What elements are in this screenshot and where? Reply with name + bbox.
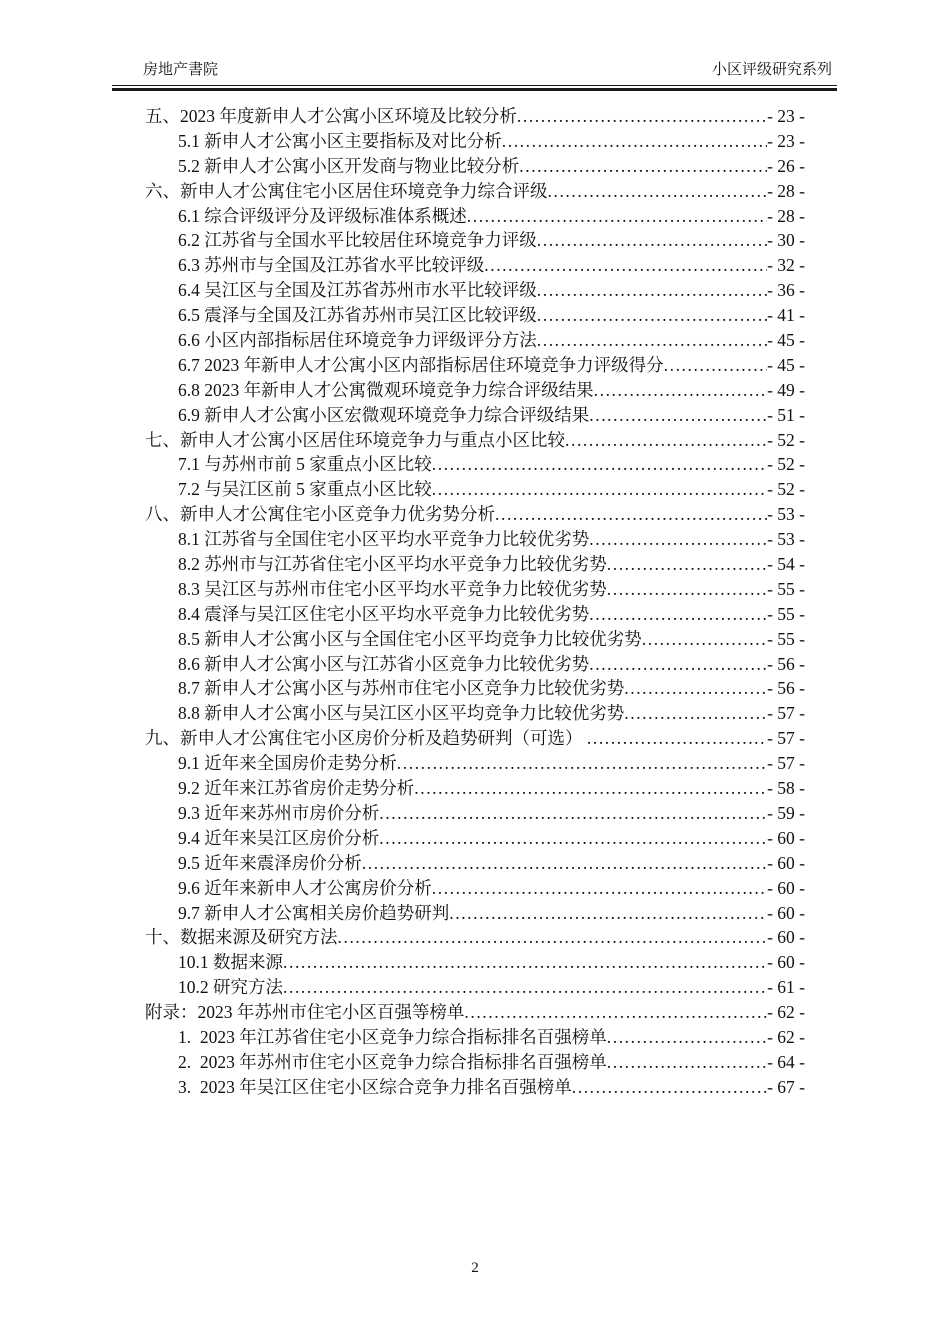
toc-entry-page: - 62 - xyxy=(767,1026,805,1047)
dot-leader xyxy=(432,876,767,901)
toc-entry xyxy=(145,253,805,278)
toc-entry-page: - 45 - xyxy=(767,354,805,375)
toc-entry-label: 9.6 近年来新申人才公寓房价分析 xyxy=(178,877,432,898)
toc-entry-label: 9.7 新申人才公寓相关房价趋势研判 xyxy=(178,902,450,923)
dot-leader xyxy=(379,826,767,851)
toc-entry xyxy=(145,353,805,378)
dot-leader xyxy=(607,1050,767,1075)
dot-leader xyxy=(283,950,767,975)
toc-entry-page: - 62 - xyxy=(767,1002,805,1023)
toc-entry-page: - 60 - xyxy=(767,952,805,973)
toc-entry-page: - 60 - xyxy=(767,927,805,948)
dot-leader xyxy=(467,204,767,229)
toc-entry-label: 1. 2023 年江苏省住宅小区竞争力综合指标排名百强榜单 xyxy=(178,1026,607,1047)
dot-leader xyxy=(397,751,767,776)
toc-entry-page: - 58 - xyxy=(767,778,805,799)
toc-entry-label: 8.2 苏州市与江苏省住宅小区平均水平竞争力比较优劣势 xyxy=(178,554,607,575)
dot-leader xyxy=(495,502,767,527)
dot-leader xyxy=(589,602,767,627)
toc-entry-page: - 53 - xyxy=(767,504,805,525)
dot-leader xyxy=(464,1000,767,1025)
toc-entry-page: - 30 - xyxy=(767,230,805,251)
toc-entry-page: - 55 - xyxy=(767,603,805,624)
page-footer xyxy=(0,1260,950,1277)
toc-entry-page: - 53 - xyxy=(767,529,805,550)
toc-entry-label: 7.2 与吴江区前 5 家重点小区比较 xyxy=(178,479,432,500)
table-of-contents xyxy=(145,104,805,1100)
toc-entry-label: 6.6 小区内部指标居住环境竞争力评级评分方法 xyxy=(178,330,537,351)
toc-entry-label: 6.8 2023 年新申人才公寓微观环境竞争力综合评级结果 xyxy=(178,379,594,400)
dot-leader xyxy=(642,627,767,652)
toc-entry-label: 6.9 新申人才公寓小区宏微观环境竞争力综合评级结果 xyxy=(178,404,590,425)
toc-entry xyxy=(145,502,805,527)
dot-leader xyxy=(624,701,767,726)
toc-entry-label: 六、新申人才公寓住宅小区居住环境竞争力综合评级 xyxy=(145,180,548,201)
toc-entry-label: 8.8 新申人才公寓小区与吴江区小区平均竞争力比较优劣势 xyxy=(178,703,625,724)
header-right-title: 小区评级研究系列 xyxy=(711,62,832,78)
dot-leader xyxy=(432,452,767,477)
toc-entry xyxy=(145,701,805,726)
dot-leader xyxy=(589,403,767,428)
toc-entry-page: - 55 - xyxy=(767,628,805,649)
toc-entry-page: - 61 - xyxy=(767,977,805,998)
toc-entry-page: - 36 - xyxy=(767,280,805,301)
toc-entry-label: 九、新申人才公寓住宅小区房价分析及趋势研判（可选） xyxy=(145,728,587,749)
dot-leader xyxy=(594,378,767,403)
toc-entry-label: 9.4 近年来吴江区房价分析 xyxy=(178,827,380,848)
toc-entry xyxy=(145,328,805,353)
toc-entry-label: 9.5 近年来震泽房价分析 xyxy=(178,852,362,873)
toc-entry-page: - 26 - xyxy=(767,155,805,176)
toc-entry xyxy=(145,676,805,701)
dot-leader xyxy=(607,552,767,577)
toc-entry-page: - 60 - xyxy=(767,852,805,873)
toc-entry-label: 7.1 与苏州市前 5 家重点小区比较 xyxy=(178,454,432,475)
toc-entry-label: 5.1 新申人才公寓小区主要指标及对比分析 xyxy=(178,130,502,151)
header-divider xyxy=(112,85,837,91)
dot-leader xyxy=(572,1075,767,1100)
toc-entry-page: - 55 - xyxy=(767,578,805,599)
toc-entry-label: 附录：2023 年苏州市住宅小区百强等榜单 xyxy=(145,1002,465,1023)
dot-leader xyxy=(362,851,767,876)
toc-entry-page: - 64 - xyxy=(767,1051,805,1072)
toc-entry xyxy=(145,652,805,677)
dot-leader xyxy=(589,652,767,677)
dot-leader xyxy=(414,776,767,801)
dot-leader xyxy=(624,676,767,701)
page-header xyxy=(143,60,832,81)
toc-entry-label: 6.4 吴江区与全国及江苏省苏州市水平比较评级 xyxy=(178,280,537,301)
toc-entry-page: - 49 - xyxy=(767,379,805,400)
dot-leader xyxy=(589,527,767,552)
page-number: 2 xyxy=(471,1260,479,1276)
toc-entry-page: - 45 - xyxy=(767,330,805,351)
header-left-title: 房地产書院 xyxy=(143,62,219,78)
dot-leader xyxy=(502,129,767,154)
toc-entry xyxy=(145,204,805,229)
dot-leader xyxy=(537,303,767,328)
dot-leader xyxy=(517,104,767,129)
dot-leader xyxy=(664,353,767,378)
toc-entry-label: 6.5 震泽与全国及江苏省苏州市吴江区比较评级 xyxy=(178,305,537,326)
toc-entry-page: - 51 - xyxy=(767,404,805,425)
toc-entry-label: 10.1 数据来源 xyxy=(178,952,283,973)
dot-leader xyxy=(565,428,767,453)
toc-entry xyxy=(145,627,805,652)
toc-entry xyxy=(145,577,805,602)
toc-entry-label: 9.2 近年来江苏省房价走势分析 xyxy=(178,778,415,799)
toc-entry-label: 6.2 江苏省与全国水平比较居住环境竞争力评级 xyxy=(178,230,537,251)
toc-entry-page: - 60 - xyxy=(767,877,805,898)
dot-leader xyxy=(607,577,767,602)
toc-entry-page: - 41 - xyxy=(767,305,805,326)
toc-entry-page: - 23 - xyxy=(767,106,805,126)
toc-entry xyxy=(145,876,805,901)
toc-entry xyxy=(145,726,805,751)
toc-entry xyxy=(145,179,805,204)
toc-entry xyxy=(145,378,805,403)
toc-entry-label: 6.7 2023 年新申人才公寓小区内部指标居住环境竞争力评级得分 xyxy=(178,354,664,375)
toc-entry xyxy=(145,527,805,552)
toc-entry-label: 8.3 吴江区与苏州市住宅小区平均水平竞争力比较优劣势 xyxy=(178,578,607,599)
toc-entry xyxy=(145,552,805,577)
toc-entry-page: - 57 - xyxy=(767,753,805,774)
toc-entry-page: - 54 - xyxy=(767,554,805,575)
toc-entry xyxy=(145,801,805,826)
toc-entry-label: 8.1 江苏省与全国住宅小区平均水平竞争力比较优劣势 xyxy=(178,529,590,550)
dot-leader xyxy=(587,726,767,751)
toc-entry xyxy=(145,950,805,975)
toc-entry xyxy=(145,1075,805,1100)
toc-entry xyxy=(145,925,805,950)
toc-entry-page: - 57 - xyxy=(767,728,805,749)
dot-leader xyxy=(607,1025,767,1050)
toc-entry-page: - 52 - xyxy=(767,429,805,450)
toc-entry-page: - 52 - xyxy=(767,479,805,500)
toc-entry-page: - 67 - xyxy=(767,1076,805,1097)
toc-entry xyxy=(145,303,805,328)
toc-entry-label: 3. 2023 年吴江区住宅小区综合竞争力排名百强榜单 xyxy=(178,1076,572,1097)
toc-entry xyxy=(145,452,805,477)
toc-entry-label: 6.3 苏州市与全国及江苏省水平比较评级 xyxy=(178,255,485,276)
toc-entry-page: - 56 - xyxy=(767,653,805,674)
toc-entry-label: 10.2 研究方法 xyxy=(178,977,283,998)
dot-leader xyxy=(537,228,767,253)
toc-entry-label: 6.1 综合评级评分及评级标准体系概述 xyxy=(178,205,467,226)
dot-leader xyxy=(379,801,767,826)
toc-entry-page: - 60 - xyxy=(767,902,805,923)
dot-leader xyxy=(338,925,768,950)
toc-entry-label: 8.6 新申人才公寓小区与江苏省小区竞争力比较优劣势 xyxy=(178,653,590,674)
toc-entry xyxy=(145,477,805,502)
toc-entry xyxy=(145,776,805,801)
toc-entry-page: - 60 - xyxy=(767,827,805,848)
toc-entry xyxy=(145,602,805,627)
toc-entry-page: - 59 - xyxy=(767,802,805,823)
toc-entry xyxy=(145,428,805,453)
toc-entry-page: - 23 - xyxy=(767,130,805,151)
dot-leader xyxy=(537,278,767,303)
toc-entry xyxy=(145,1050,805,1075)
toc-entry xyxy=(145,1000,805,1025)
toc-entry-label: 七、新申人才公寓小区居住环境竞争力与重点小区比较 xyxy=(145,429,565,450)
toc-entry-label: 五、2023 年度新申人才公寓小区环境及比较分析 xyxy=(145,106,517,126)
toc-entry-label: 8.7 新申人才公寓小区与苏州市住宅小区竞争力比较优劣势 xyxy=(178,678,625,699)
toc-entry-label: 5.2 新申人才公寓小区开发商与物业比较分析 xyxy=(178,155,520,176)
toc-entry xyxy=(145,851,805,876)
toc-entry xyxy=(145,826,805,851)
toc-entry-page: - 28 - xyxy=(767,205,805,226)
toc-entry xyxy=(145,975,805,1000)
dot-leader xyxy=(548,179,768,204)
toc-entry-page: - 52 - xyxy=(767,454,805,475)
toc-entry xyxy=(145,278,805,303)
toc-entry xyxy=(145,228,805,253)
dot-leader xyxy=(484,253,767,278)
dot-leader xyxy=(432,477,767,502)
toc-entry xyxy=(145,751,805,776)
dot-leader xyxy=(519,154,767,179)
toc-entry xyxy=(145,901,805,926)
toc-entry-page: - 57 - xyxy=(767,703,805,724)
toc-entry-label: 9.1 近年来全国房价走势分析 xyxy=(178,753,397,774)
toc-entry xyxy=(145,1025,805,1050)
toc-entry-label: 2. 2023 年苏州市住宅小区竞争力综合指标排名百强榜单 xyxy=(178,1051,607,1072)
toc-entry-page: - 32 - xyxy=(767,255,805,276)
toc-entry-label: 8.5 新申人才公寓小区与全国住宅小区平均竞争力比较优劣势 xyxy=(178,628,642,649)
dot-leader xyxy=(449,901,767,926)
toc-entry-page: - 56 - xyxy=(767,678,805,699)
toc-entry xyxy=(145,129,805,154)
toc-entry-page: - 28 - xyxy=(767,180,805,201)
dot-leader xyxy=(537,328,767,353)
toc-entry-label: 十、数据来源及研究方法 xyxy=(145,927,338,948)
toc-entry xyxy=(145,403,805,428)
toc-entry xyxy=(145,154,805,179)
toc-entry xyxy=(145,104,805,129)
dot-leader xyxy=(283,975,767,1000)
toc-entry-label: 八、新申人才公寓住宅小区竞争力优劣势分析 xyxy=(145,504,495,525)
toc-entry-label: 8.4 震泽与吴江区住宅小区平均水平竞争力比较优劣势 xyxy=(178,603,590,624)
toc-entry-label: 9.3 近年来苏州市房价分析 xyxy=(178,802,380,823)
